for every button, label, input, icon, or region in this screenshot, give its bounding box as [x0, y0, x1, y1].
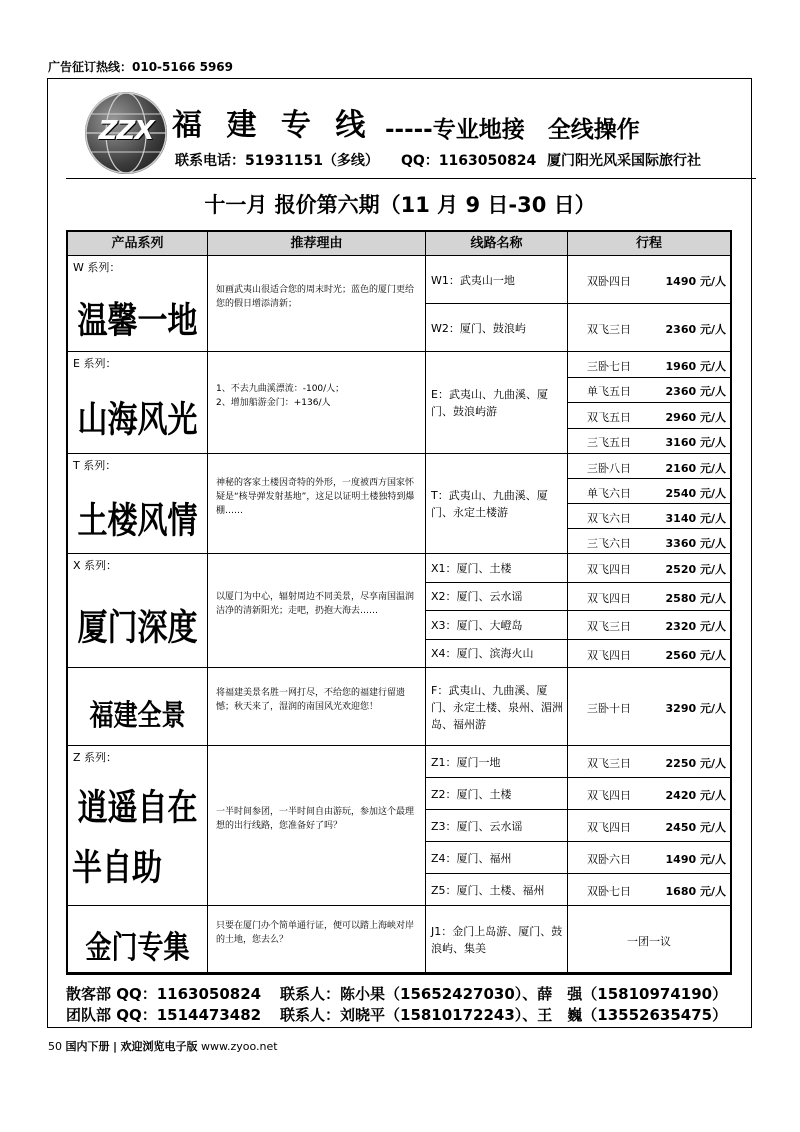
itinerary-cell — [568, 454, 730, 479]
itinerary-cell — [568, 746, 730, 778]
trip-duration: 双卧四日 — [587, 275, 631, 288]
footer-url: www.zyoo.net — [201, 1040, 278, 1053]
trip-price: 2960 元/人 — [665, 410, 726, 424]
route-cell — [426, 256, 568, 304]
itinerary-cell — [568, 378, 730, 404]
itinerary-cell — [568, 529, 730, 554]
series-art-title: 土楼风情 — [77, 500, 198, 543]
route-name: Z4：厦门、福州 — [431, 851, 512, 865]
trip-price: 2560 元/人 — [665, 648, 726, 662]
trip-duration: 双卧七日 — [587, 885, 631, 898]
trip-duration: 双飞六日 — [587, 511, 631, 525]
recommend-reason: 神秘的客家土楼因奇特的外形，一度被西方国家怀疑是“核导弹发射基地”，这足以证明土楼独特到爆棚…… — [216, 478, 415, 516]
table-header-3: 行程 — [568, 232, 730, 256]
itinerary-cell — [568, 810, 730, 842]
route-cell — [426, 454, 568, 554]
itinerary-cell — [568, 611, 730, 640]
series-cell — [68, 554, 208, 668]
group-dept-qq: 团队部 QQ：1514473482 — [66, 1006, 262, 1024]
itinerary-cell — [568, 403, 730, 429]
issue-title: 十一月 报价第六期（11 月 9 日-30 日） — [204, 193, 596, 217]
route-name: Z2：厦门、土楼 — [431, 787, 512, 801]
page-footer: 50 国内下册 | 欢迎浏览电子版 www.zyoo.net — [48, 1040, 278, 1053]
route-cell — [426, 583, 568, 612]
reason-cell — [208, 746, 426, 906]
series-cell — [68, 746, 208, 906]
recommend-reason: 一半时间参团，一半时间自由游玩，参加这个最理想的出行线路，您准备好了吗？ — [216, 807, 415, 831]
trip-price: 2160 元/人 — [665, 461, 726, 475]
brand-title: 福 建 专 线 — [172, 108, 373, 143]
trip-price: 2250 元/人 — [665, 757, 726, 770]
trip-price: 2450 元/人 — [665, 821, 726, 834]
route-cell — [426, 554, 568, 583]
itinerary-cell — [568, 668, 730, 746]
itinerary-cell — [568, 352, 730, 378]
trip-duration: 单飞六日 — [587, 486, 631, 500]
reason-cell — [208, 454, 426, 554]
series-label: X 系列： — [73, 559, 118, 572]
trip-duration: 双飞四日 — [587, 789, 631, 802]
trip-duration: 单飞五日 — [587, 385, 631, 399]
recommend-reason: 如画武夷山很适合您的周末时光；蓝色的厦门更给您的假日增添清新； — [216, 285, 415, 309]
route-cell — [426, 611, 568, 640]
route-cell — [426, 304, 568, 352]
trip-price: 3140 元/人 — [665, 511, 726, 525]
trip-price: 3290 元/人 — [665, 702, 726, 715]
page-number: 50 — [48, 1040, 62, 1053]
trip-price: 2540 元/人 — [665, 486, 726, 500]
route-cell — [426, 352, 568, 454]
group-contacts: 联系人：刘晓平（15810172243）、王 巍（13552635475） — [280, 1006, 728, 1024]
route-name: J1：金门上岛游、厦门、鼓浪屿、集美 — [431, 924, 563, 955]
itinerary-cell — [568, 874, 730, 906]
trip-duration: 双飞四日 — [587, 821, 631, 834]
recommend-reason: 只要在厦门办个简单通行证，便可以踏上海峡对岸的土地，您去么？ — [216, 920, 415, 945]
trip-duration: 双飞四日 — [587, 563, 631, 577]
logo-text: ZZX — [98, 116, 154, 146]
trip-duration: 双卧六日 — [587, 853, 631, 866]
header-divider — [66, 178, 756, 179]
brand-slogan: -----专业地接 全线操作 — [385, 117, 640, 143]
route-name: W2：厦门、鼓浪屿 — [431, 321, 526, 335]
itinerary-cell — [568, 640, 730, 669]
route-name: Z1：厦门一地 — [431, 755, 501, 769]
trip-price: 1680 元/人 — [665, 885, 726, 898]
company-logo — [85, 92, 167, 174]
trip-price: 1960 元/人 — [665, 359, 726, 373]
trip-price: 3160 元/人 — [665, 436, 726, 450]
price-table — [66, 230, 732, 975]
trip-price: 1490 元/人 — [665, 275, 726, 288]
trip-duration: 双飞四日 — [587, 648, 631, 662]
trip-duration: 双飞四日 — [587, 591, 631, 605]
series-cell — [68, 454, 208, 554]
itinerary-cell — [568, 256, 730, 304]
route-cell — [426, 906, 568, 973]
reason-cell — [208, 256, 426, 352]
route-name: X4：厦门、滨海火山 — [431, 647, 534, 661]
reason-cell — [208, 352, 426, 454]
fit-contacts: 联系人：陈小果（15652427030）、薛 强（15810974190） — [280, 985, 728, 1003]
trip-duration: 三卧七日 — [587, 359, 631, 373]
ad-hotline: 广告征订热线：010-5166 5969 — [48, 60, 234, 74]
trip-duration: 双飞三日 — [587, 323, 631, 336]
footer-welcome: 欢迎浏览电子版 — [120, 1040, 198, 1053]
recommend-reason: 将福建美景名胜一网打尽，不给您的福建行留遗憾；秋天来了，湿润的南国风光欢迎您！ — [216, 688, 406, 712]
trip-duration: 三飞五日 — [587, 436, 631, 450]
trip-duration: 双飞五日 — [587, 410, 631, 424]
route-name: X3：厦门、大嶝岛 — [431, 618, 523, 632]
trip-price: 3360 元/人 — [665, 536, 726, 550]
itinerary-cell — [568, 429, 730, 455]
itinerary-cell — [568, 554, 730, 583]
itinerary-cell — [568, 778, 730, 810]
series-cell — [68, 668, 208, 746]
series-art-title: 厦门深度 — [77, 607, 198, 650]
trip-duration: 双飞三日 — [587, 620, 631, 634]
table-header-0: 产品系列 — [68, 232, 208, 256]
series-label: W 系列： — [73, 261, 121, 274]
agency-name: 厦门阳光风采国际旅行社 — [547, 153, 701, 169]
route-name: X1：厦门、土楼 — [431, 561, 512, 575]
series-art-title: 温馨一地 — [77, 300, 198, 343]
route-cell — [426, 640, 568, 669]
contact-qq: QQ：1163050824 — [401, 153, 537, 169]
reason-cell — [208, 668, 426, 746]
series-cell — [68, 256, 208, 352]
series-art-title: 福建全景 — [89, 698, 186, 733]
itinerary-cell — [568, 504, 730, 529]
series-label: Z 系列： — [73, 751, 118, 764]
trip-duration: 三卧八日 — [587, 461, 631, 475]
series-cell — [68, 906, 208, 973]
fit-dept-qq: 散客部 QQ：1163050824 — [66, 985, 262, 1003]
series-art-title: 逍遥自在 — [77, 787, 198, 830]
trip-price: 1490 元/人 — [665, 853, 726, 866]
route-name: F：武夷山、九曲溪、厦门、永定土楼、泉州、湄洲岛、福州游 — [431, 683, 563, 731]
route-name: X2：厦门、云水谣 — [431, 590, 523, 604]
trip-price: 2420 元/人 — [665, 789, 726, 802]
route-cell — [426, 746, 568, 778]
route-name: W1：武夷山一地 — [431, 273, 515, 287]
route-name: Z3：厦门、云水谣 — [431, 819, 523, 833]
itinerary-cell — [568, 304, 730, 352]
trip-duration: 三飞六日 — [587, 536, 631, 550]
route-cell — [426, 778, 568, 810]
recommend-reason: 1、不去九曲溪漂流：-100/人； 2、增加船游金门：+136/人 — [216, 384, 345, 408]
trip-price: 2580 元/人 — [665, 591, 726, 605]
table-header-2: 线路名称 — [426, 232, 568, 256]
series-cell — [68, 352, 208, 454]
route-cell — [426, 842, 568, 874]
route-cell — [426, 810, 568, 842]
itinerary-cell — [568, 906, 730, 973]
route-cell — [426, 874, 568, 906]
reason-cell — [208, 554, 426, 668]
series-label: E 系列： — [73, 357, 117, 370]
trip-duration: 三卧十日 — [587, 702, 631, 715]
contact-phone: 联系电话：51931151（多线） — [175, 153, 379, 169]
trip-duration: 一团一议 — [627, 934, 671, 948]
group-dept-line — [66, 1004, 728, 1025]
series-art-title: 山海风光 — [77, 399, 198, 442]
trip-price: 2360 元/人 — [665, 385, 726, 399]
reason-cell — [208, 906, 426, 973]
itinerary-cell — [568, 842, 730, 874]
trip-price: 2520 元/人 — [665, 563, 726, 577]
route-name: Z5：厦门、土楼、福州 — [431, 883, 545, 897]
itinerary-cell — [568, 479, 730, 504]
footer-section: 国内下册 — [65, 1040, 110, 1053]
contact-line — [175, 150, 701, 170]
route-cell — [426, 668, 568, 746]
trip-duration: 双飞三日 — [587, 757, 631, 770]
recommend-reason: 以厦门为中心，辐射周边不同美景，尽享南国温润洁净的清新阳光；走吧，扔抱大海去…… — [216, 592, 415, 616]
route-name: T：武夷山、九曲溪、厦门、永定土楼游 — [431, 489, 548, 519]
series-label: T 系列： — [73, 459, 117, 472]
route-name: E：武夷山、九曲溪、厦门、鼓浪屿游 — [431, 388, 548, 418]
fit-dept-line — [66, 983, 728, 1004]
series-art-title: 金门专集 — [85, 930, 190, 966]
trip-price: 2320 元/人 — [665, 620, 726, 634]
itinerary-cell — [568, 583, 730, 612]
table-header-1: 推荐理由 — [208, 232, 426, 256]
series-art-title-2: 半自助 — [72, 847, 162, 890]
trip-price: 2360 元/人 — [665, 323, 726, 336]
